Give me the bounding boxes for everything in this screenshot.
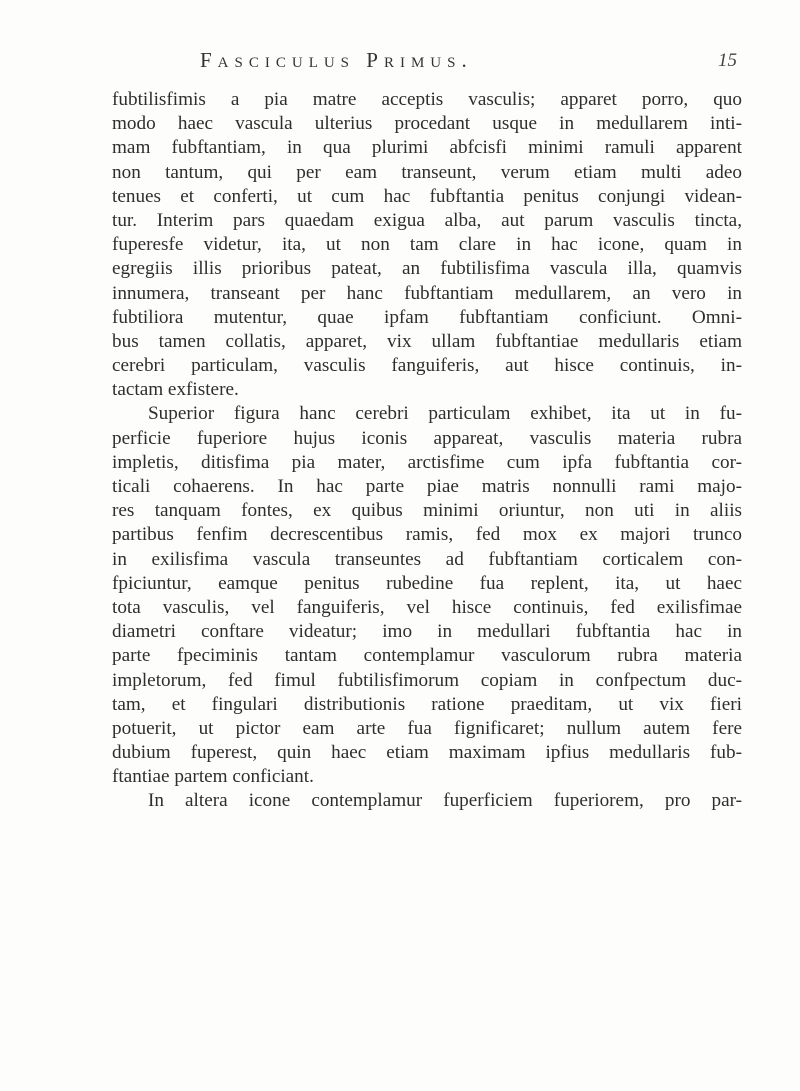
text-line: cerebri particulam, vasculis fanguiferis, aut hisce continuis, in-	[112, 355, 742, 377]
text-line: diametri conftare videatur; imo in medullari fubftantia hac in	[112, 621, 742, 643]
text-line: modo haec vascula ulterius procedant usque in medullarem inti-	[112, 113, 742, 135]
body-text	[112, 88, 742, 814]
text-line: res tanquam fontes, ex quibus minimi oriuntur, non uti in aliis	[112, 500, 742, 522]
text-line: mam fubftantiam, in qua plurimi abfcisfi minimi ramuli apparent	[112, 137, 742, 159]
text-line: dubium fuperest, quin haec etiam maximam ipfius medullaris fub-	[112, 742, 742, 764]
text-line: egregiis illis prioribus pateat, an fubtilisfima vascula illa, quamvis	[112, 258, 742, 280]
text-line: In altera icone contemplamur fuperficiem fuperiorem, pro par-	[148, 790, 742, 812]
text-line: fubtilisfimis a pia matre acceptis vasculis; apparet porro, quo	[112, 89, 742, 110]
text-line: partibus fenfim decrescentibus ramis, fed mox ex majori trunco	[112, 524, 742, 546]
running-head: Fasciculus Primus.	[200, 48, 473, 72]
text-line: tota vasculis, vel fanguiferis, vel hisce continuis, fed exilisfimae	[112, 596, 742, 618]
text-line: bus tamen collatis, apparet, vix ullam fubftantiae medullaris etiam	[112, 330, 742, 352]
text-line: ticali cohaerens. In hac parte piae matris nonnulli rami majo-	[112, 476, 742, 497]
text-line: fpiciuntur, eamque penitus rubedine fua replent, ita, ut haec	[112, 572, 742, 594]
text-line: parte fpeciminis tantam contemplamur vasculorum rubra materia	[112, 645, 742, 667]
page-number: 15	[718, 50, 737, 71]
text-line: innumera, transeant per hanc fubftantiam medullarem, an vero in	[112, 282, 742, 304]
text-line: fuperesfe videtur, ita, ut non tam clare in hac icone, quam in	[112, 234, 742, 256]
text-line: in exilisfima vascula transeuntes ad fubftantiam corticalem con-	[112, 548, 742, 570]
text-line: ftantiae partem conficiant.	[112, 766, 314, 788]
text-line: fubtiliora mutentur, quae ipfam fubftantiam conficiunt. Omni-	[112, 306, 742, 328]
text-line: impletorum, fed fimul fubtilisfimorum copiam in confpectum duc-	[112, 669, 742, 691]
text-line: Superior figura hanc cerebri particulam exhibet, ita ut in fu-	[148, 403, 742, 425]
text-line: non tantum, qui per eam transeunt, verum etiam multi adeo	[112, 161, 742, 183]
text-line: tur. Interim pars quaedam exigua alba, aut parum vasculis tincta,	[112, 209, 742, 231]
text-line: impletis, ditisfima pia mater, arctisfime cum ipfa fubftantia cor-	[112, 451, 742, 473]
text-line: tactam exfistere.	[112, 379, 239, 401]
text-line: tenues et conferti, ut cum hac fubftantia penitus conjungi videan-	[112, 185, 742, 207]
text-line: potuerit, ut pictor eam arte fua fignificaret; nullum autem fere	[112, 717, 742, 739]
text-line: tam, et fingulari distributionis ratione praeditam, ut vix fieri	[112, 693, 742, 715]
text-line: perficie fuperiore hujus iconis appareat, vasculis materia rubra	[112, 427, 742, 449]
